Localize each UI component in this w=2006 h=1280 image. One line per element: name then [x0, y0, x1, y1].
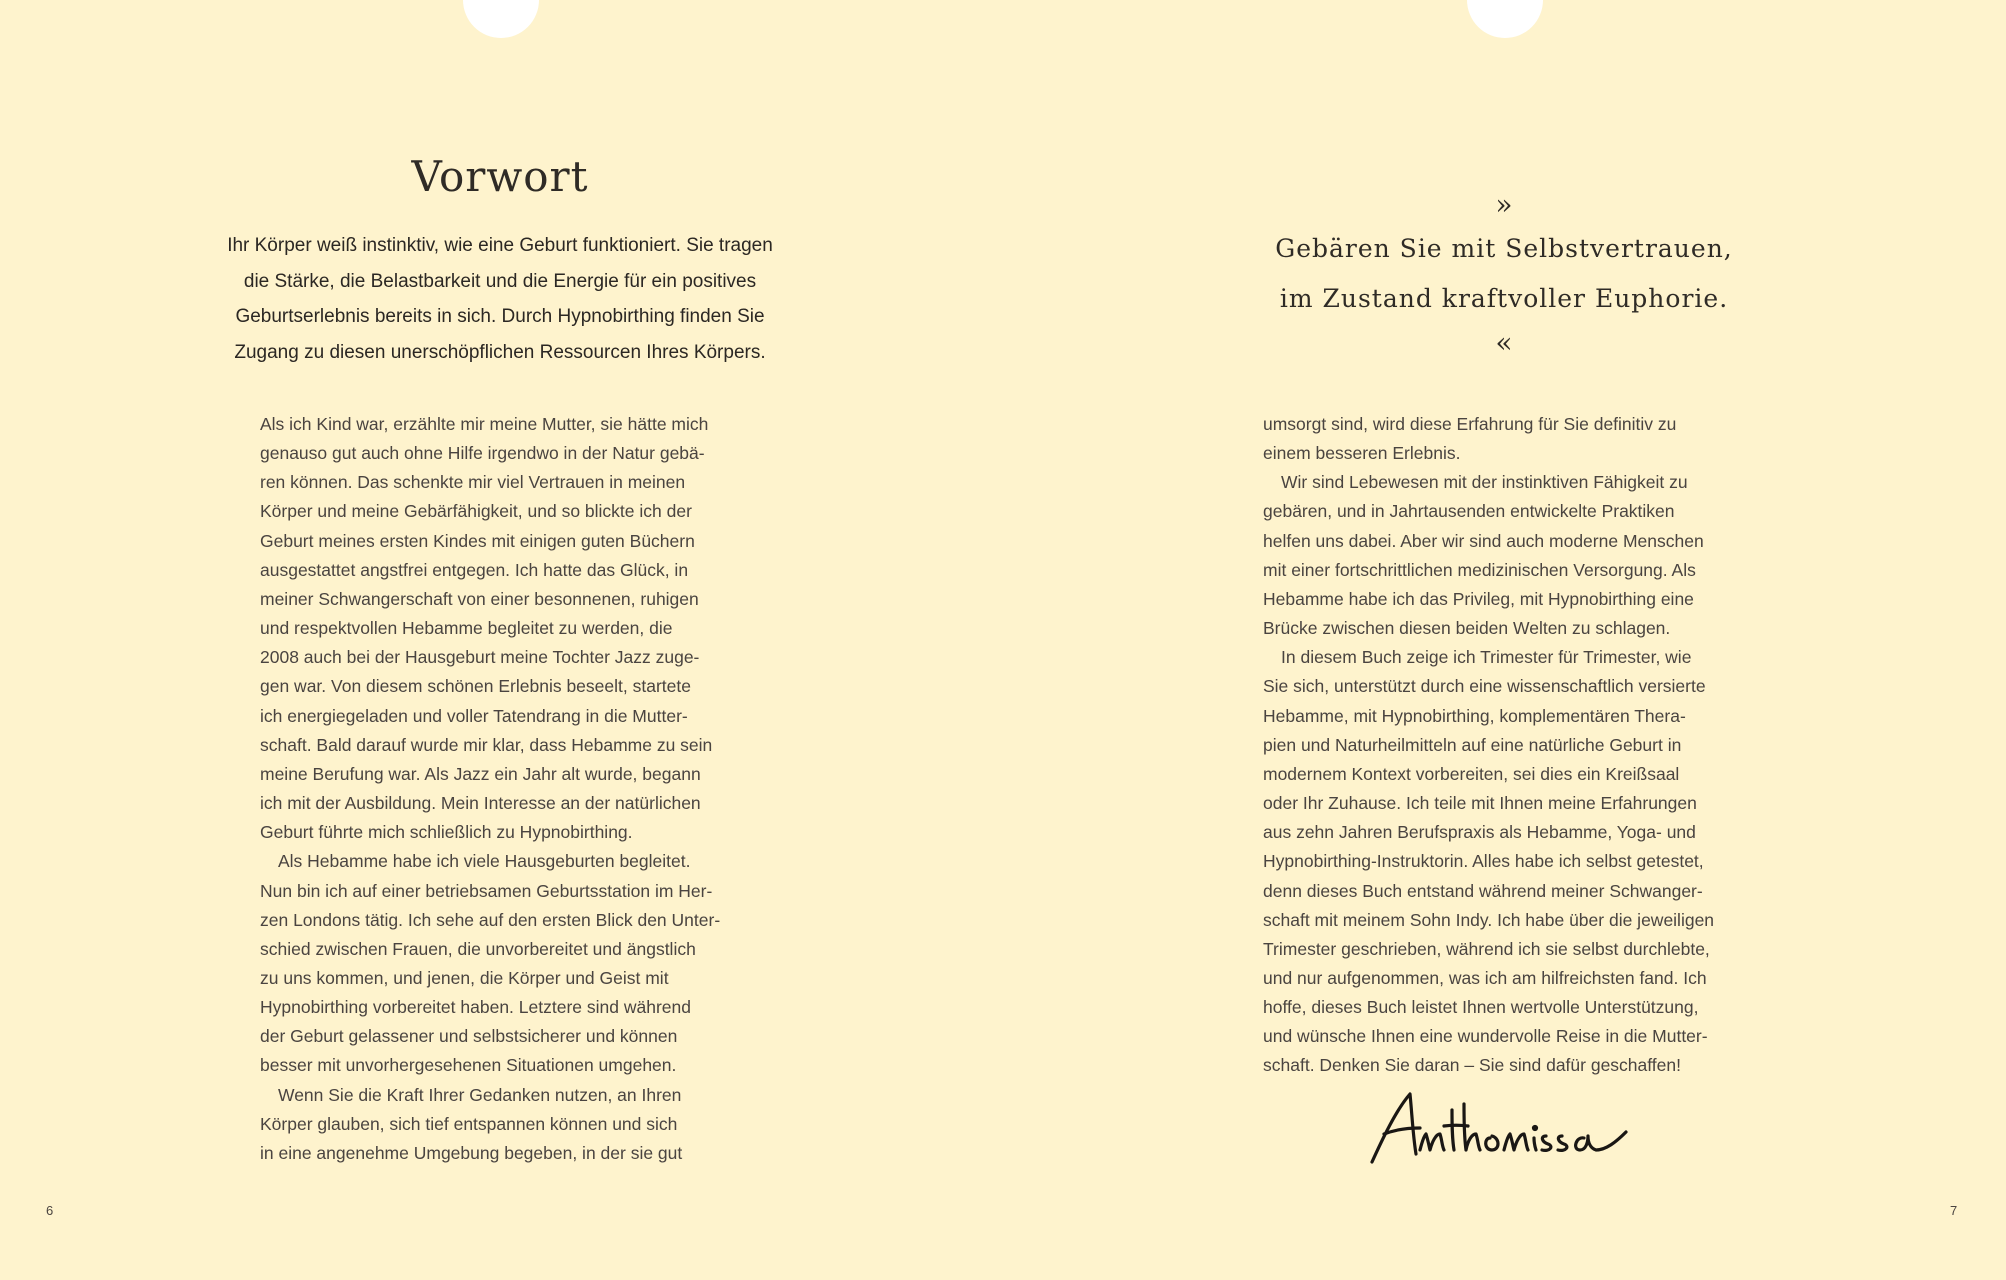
- body-line: ich mit der Ausbildung. Mein Interesse an der natürlichen: [260, 793, 701, 814]
- body-line: Nun bin ich auf einer betriebsamen Geburtsstation im Her-: [260, 880, 713, 901]
- pull-quote: [1204, 186, 1804, 362]
- body-line: zu uns kommen, und jenen, die Körper und Geist mit: [260, 967, 669, 988]
- body-line: Hebamme habe ich das Privileg, mit Hypnobirthing eine: [1263, 588, 1694, 609]
- body-line: Sie sich, unterstützt durch eine wissenschaftlich versierte: [1263, 676, 1706, 697]
- intro-paragraph: [195, 228, 805, 370]
- body-line: besser mit unvorhergesehenen Situationen umgehen.: [260, 1055, 677, 1076]
- page-number-left: 6: [46, 1203, 54, 1218]
- quote-line: im Zustand kraftvoller Euphorie.: [1279, 284, 1729, 313]
- page-title: Vorwort: [411, 152, 589, 201]
- body-line: Hypnobirthing vorbereitet haben. Letztere sind während: [260, 997, 691, 1018]
- body-line: modernem Kontext vorbereiten, sei dies ein Kreißsaal: [1263, 763, 1680, 784]
- intro-line: die Stärke, die Belastbarkeit und die Energie für ein positives: [243, 270, 757, 292]
- body-line: ren können. Das schenkte mir viel Vertrauen in meinen: [260, 472, 686, 493]
- body-line: Wir sind Lebewesen mit der instinktiven Fähigkeit zu: [1281, 472, 1688, 493]
- body-line: helfen uns dabei. Aber wir sind auch moderne Menschen: [1263, 530, 1704, 551]
- body-line: Wenn Sie die Kraft Ihrer Gedanken nutzen, an Ihren: [278, 1084, 682, 1105]
- body-line: gebären, und in Jahrtausenden entwickelte Praktiken: [1263, 501, 1675, 522]
- left-body-text: [260, 410, 760, 1168]
- intro-line: Geburtserlebnis bereits in sich. Durch Hypnobirthing finden Sie: [235, 306, 765, 327]
- body-line: und respektvollen Hebamme begleitet zu werden, die: [260, 618, 673, 639]
- body-line: 2008 auch bei der Hausgeburt meine Tochter Jazz zuge-: [260, 647, 700, 668]
- body-line: Geburt meines ersten Kindes mit einigen guten Büchern: [260, 530, 695, 551]
- quote-line: Gebären Sie mit Selbstvertrauen,: [1275, 234, 1733, 263]
- body-line: gen war. Von diesem schönen Erlebnis beseelt, startete: [260, 676, 691, 697]
- intro-line: Zugang zu diesen unerschöpflichen Ressourcen Ihres Körpers.: [234, 341, 766, 363]
- body-line: einem besseren Erlebnis.: [1263, 443, 1461, 464]
- quote-close-mark: «: [1495, 326, 1513, 359]
- body-line: pien und Naturheilmitteln auf eine natürliche Geburt in: [1263, 734, 1682, 755]
- body-line: meine Berufung war. Als Jazz ein Jahr alt wurde, begann: [260, 763, 701, 784]
- body-line: ausgestattet angstfrei entgegen. Ich hatte das Glück, in: [260, 559, 689, 580]
- body-line: Körper und meine Gebärfähigkeit, und so blickte ich der: [260, 501, 692, 522]
- right-body-text: [1263, 410, 1763, 1081]
- body-line: und wünsche Ihnen eine wundervolle Reise in die Mutter-: [1263, 1026, 1708, 1047]
- body-line: der Geburt gelassener und selbstsicherer und können: [260, 1026, 678, 1047]
- body-line: Brücke zwischen diesen beiden Welten zu schlagen.: [1263, 618, 1671, 639]
- body-line: schaft. Bald darauf wurde mir klar, dass Hebamme zu sein: [260, 734, 713, 755]
- page-number-right: 7: [1950, 1203, 1958, 1218]
- body-line: schaft. Denken Sie daran – Sie sind dafür geschaffen!: [1263, 1055, 1682, 1076]
- body-line: genauso gut auch ohne Hilfe irgendwo in der Natur gebä-: [260, 443, 705, 464]
- body-line: In diesem Buch zeige ich Trimester für Trimester, wie: [1281, 647, 1692, 668]
- body-line: umsorgt sind, wird diese Erfahrung für Sie definitiv zu: [1263, 414, 1677, 434]
- body-line: Geburt führte mich schließlich zu Hypnobirthing.: [260, 822, 633, 843]
- body-line: Hebamme, mit Hypnobirthing, komplementären Thera-: [1263, 705, 1686, 726]
- body-line: Körper glauben, sich tief entspannen können und sich: [260, 1113, 678, 1134]
- body-line: meiner Schwangerschaft von einer besonnenen, ruhigen: [260, 588, 699, 609]
- body-line: oder Ihr Zuhause. Ich teile mit Ihnen meine Erfahrungen: [1263, 793, 1697, 814]
- body-line: Als Hebamme habe ich viele Hausgeburten begleitet.: [278, 851, 691, 872]
- body-line: schaft mit meinem Sohn Indy. Ich habe über die jeweiligen: [1263, 909, 1715, 930]
- punch-hole-left: [463, 0, 539, 38]
- body-line: Hypnobirthing-Instruktorin. Alles habe ich selbst getestet,: [1263, 851, 1704, 872]
- body-line: Als ich Kind war, erzählte mir meine Mutter, sie hätte mich: [260, 414, 709, 434]
- body-line: in eine angenehme Umgebung begeben, in der sie gut: [260, 1142, 683, 1163]
- body-line: Trimester geschrieben, während ich sie selbst durchlebte,: [1263, 938, 1710, 959]
- body-line: und nur aufgenommen, was ich am hilfreichsten fand. Ich: [1263, 967, 1707, 988]
- body-line: denn dieses Buch entstand während meiner Schwanger-: [1263, 880, 1703, 901]
- punch-hole-right: [1467, 0, 1543, 38]
- body-line: ich energiegeladen und voller Tatendrang in die Mutter-: [260, 705, 688, 726]
- quote-open-mark: »: [1495, 188, 1513, 221]
- body-line: aus zehn Jahren Berufspraxis als Hebamme, Yoga- und: [1263, 822, 1696, 843]
- body-line: zen Londons tätig. Ich sehe auf den ersten Blick den Unter-: [260, 909, 721, 930]
- body-line: mit einer fortschrittlichen medizinischen Versorgung. Als: [1263, 559, 1696, 580]
- body-line: schied zwischen Frauen, die unvorbereitet und ängstlich: [260, 938, 696, 959]
- handwritten-signature: [1360, 1088, 1630, 1168]
- intro-line: Ihr Körper weiß instinktiv, wie eine Geburt funktioniert. Sie tragen: [227, 235, 773, 256]
- body-line: hoffe, dieses Buch leistet Ihnen wertvolle Unterstützung,: [1263, 997, 1699, 1018]
